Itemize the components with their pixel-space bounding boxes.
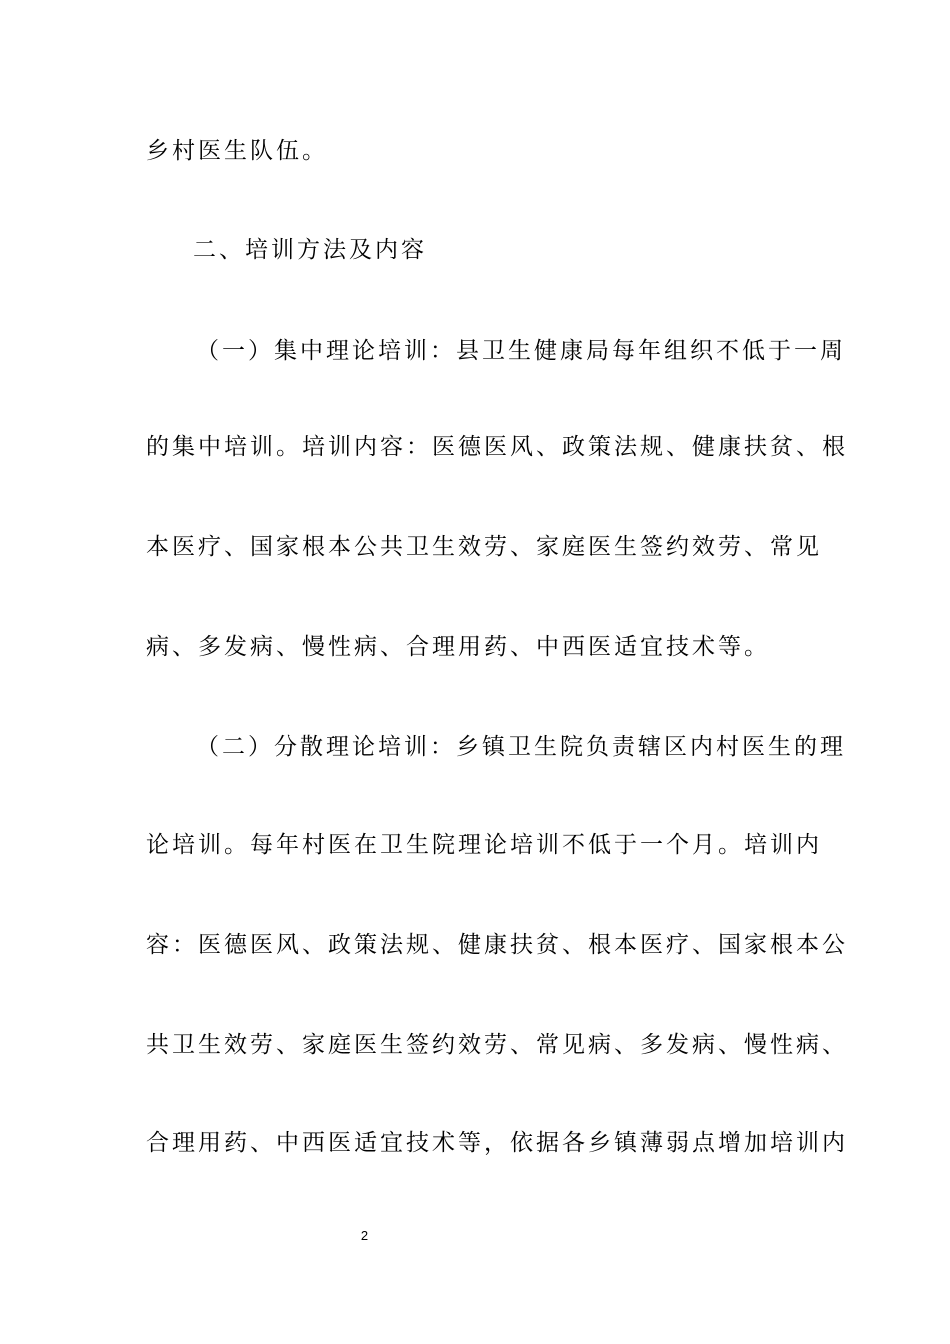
page-number: 2: [360, 1228, 369, 1243]
paragraph-line: 共卫生效劳、家庭医生签约效劳、常见病、多发病、慢性病、: [146, 1032, 848, 1058]
paragraph-line: （二）分散理论培训：乡镇卫生院负责辖区内村医生的理: [196, 734, 846, 760]
paragraph-line: 本医疗、国家根本公共卫生效劳、家庭医生签约效劳、常见: [146, 534, 822, 560]
section-heading: 二、培训方法及内容: [193, 237, 427, 263]
paragraph-line: 乡村医生队伍。: [146, 138, 328, 164]
paragraph-line: 合理用药、中西医适宜技术等，依据各乡镇薄弱点增加培训内: [146, 1130, 848, 1156]
paragraph-line: 容：医德医风、政策法规、健康扶贫、根本医疗、国家根本公: [146, 932, 848, 958]
paragraph-line: （一）集中理论培训：县卫生健康局每年组织不低于一周: [196, 338, 846, 364]
paragraph-line: 病、多发病、慢性病、合理用药、中西医适宜技术等。: [146, 634, 770, 660]
paragraph-line: 论培训。每年村医在卫生院理论培训不低于一个月。培训内: [146, 832, 822, 858]
paragraph-line: 的集中培训。培训内容：医德医风、政策法规、健康扶贫、根: [146, 434, 848, 460]
